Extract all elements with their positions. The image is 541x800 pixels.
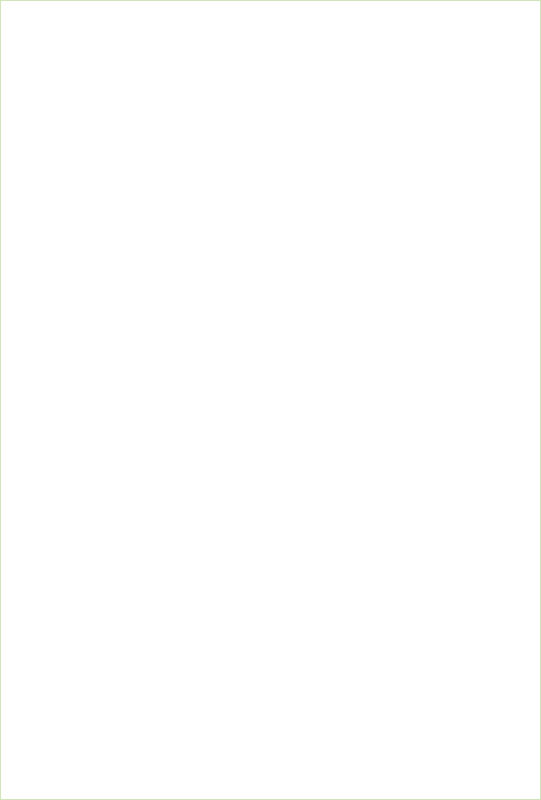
article-body [50,72,493,762]
footer-logo[interactable] [0,750,541,794]
left-decorative-border [2,26,16,794]
top-decorative-border [12,4,529,22]
right-decorative-border [525,26,539,794]
